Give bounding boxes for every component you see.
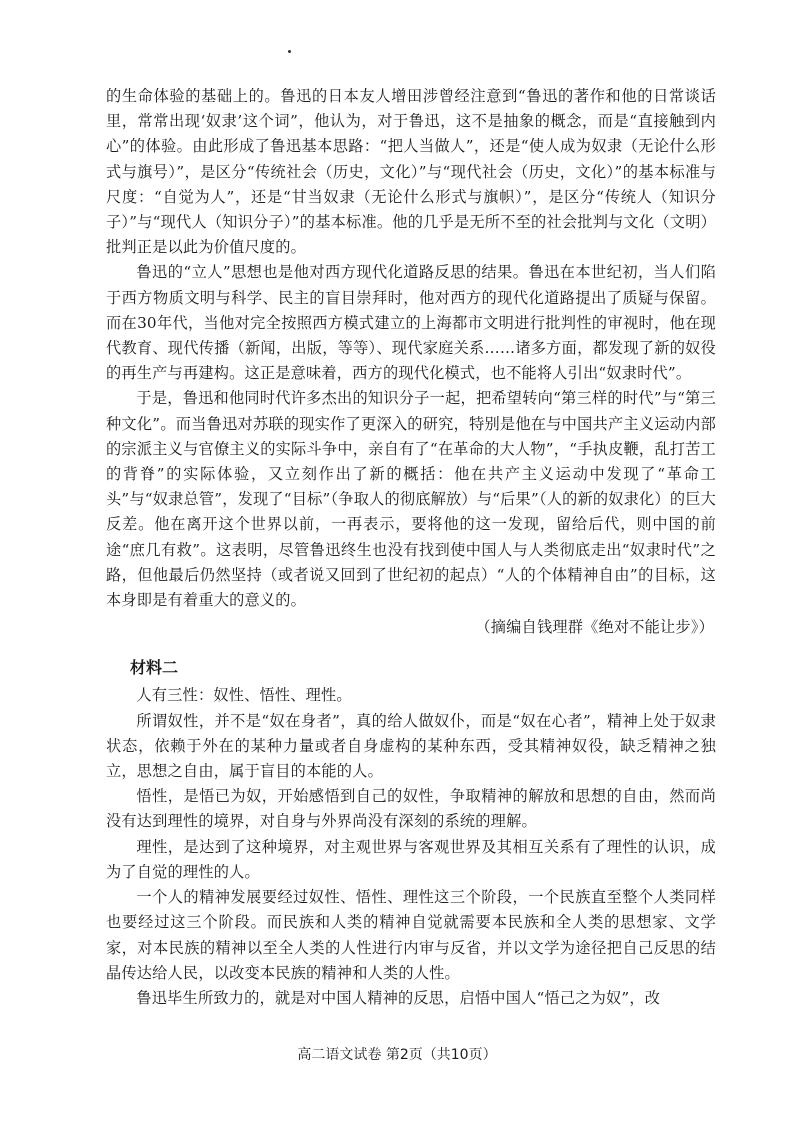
paragraph: 鲁迅毕生所致力的，就是对中国人精神的反思，启悟中国人“悟己之为奴”，改 — [136, 988, 661, 1007]
page-footer: 高二语文试卷 第2页（共10页） — [297, 1047, 497, 1063]
paragraph: 理性，是达到了这种境界，对主观世界与客观世界及其相互关系有了理性的认识，成为了自觉的理性的人。 — [106, 837, 716, 881]
paragraph: 所谓奴性，并不是“奴在身者”，真的给人做奴仆，而是“奴在心者”，精神上处于奴隶状态，依赖于外在的某种力量或者自身虚构的某种东西，受其精神奴役，缺乏精神之独立，思想之自由，属于盲目的本能的人。 — [106, 711, 716, 781]
print-speck — [288, 50, 291, 53]
paragraph: 人有三性：奴性、悟性、理性。 — [136, 686, 352, 705]
material-two — [106, 683, 716, 1011]
paragraph: 于是，鲁迅和他同时代许多杰出的知识分子一起，把希望转向“第三样的时代”与“第三种文化”。而当鲁迅对苏联的现实作了更深入的研究，特别是他在与中国共产主义运动内部的宗派主义与官僚主义的实际斗争中，亲自有了“在革命的大人物”，“手执皮鞭，乱打苦工的背脊”的实际体验，又立刻作出了新的概括：他在共产主义运动中发现了“革命工头”与“奴隶总管”，发现了“目标”（争取人的彻底解放）与“后果”（人的新的奴隶化）的巨大反差。他在离开这个世界以前，一再表示，要将他的这一发现，留给后代，则中国的前途“庶几有救”。这表明，尽管鲁迅终生也没有找到使中国人与人类彻底走出“奴隶时代”之路，但他最后仍然坚持（或者说又回到了世纪初的起点）“人的个体精神自由”的目标，这本身即是有着重大的意义的。 — [106, 389, 716, 610]
paragraph: 鲁迅的“立人”思想也是他对西方现代化道路反思的结果。鲁迅在本世纪初，当人们陷于西方物质文明与科学、民主的盲目崇拜时，他对西方的现代化道路提出了质疑与保留。而在30年代，当他对完全按照西方模式建立的上海都市文明进行批判性的审视时，他在现代教育、现代传播（新闻，出版，等等）、现代家庭关系……诸多方面，都发现了新的奴役的再生产与再建构。这正是意味着，西方的现代化模式，也不能将人引出“奴隶时代”。 — [106, 263, 716, 383]
paragraph: 悟性，是悟已为奴，开始感悟到自己的奴性，争取精神的解放和思想的自由，然而尚没有达到理性的境界，对自身与外界尚没有深刻的系统的理解。 — [106, 787, 716, 831]
paragraph: 一个人的精神发展要经过奴性、悟性、理性这三个阶段，一个民族直至整个人类同样也要经过这三个阶段。而民族和人类的精神自觉就需要本民族和全人类的思想家、文学家，对本民族的精神以至全人类的人性进行内审与反省，并以文学为途径把自己反思的结晶传达给人民，以改变本民族的精神和人类的人性。 — [106, 888, 716, 982]
material-one-continued — [106, 84, 716, 640]
paragraph: 的生命体验的基础上的。鲁迅的日本友人增田涉曾经注意到“鲁迅的著作和他的日常谈话里，常常出现‘奴隶’这个词”，他认为，对于鲁迅，这不是抽象的概念，而是“直接触到内心”的体验。由此形成了鲁迅基本思路：“把人当做人”，还是“使人成为奴隶（无论什么形式与旗号）”，是区分“传统社会（历史，文化）”与“现代社会（历史，文化）”的基本标准与尺度：“自觉为人”，还是“甘当奴隶（无论什么形式与旗帜）”，是区分“传统人（知识分子）”与“现代人（知识分子）”的基本标准。他的几乎是无所不至的社会批判与文化（文明）批判正是以此为价值尺度的。 — [106, 87, 716, 257]
section-title: 材料二 — [130, 658, 179, 678]
source-citation: （摘编自钱理群《绝对不能让步》） — [475, 618, 714, 637]
